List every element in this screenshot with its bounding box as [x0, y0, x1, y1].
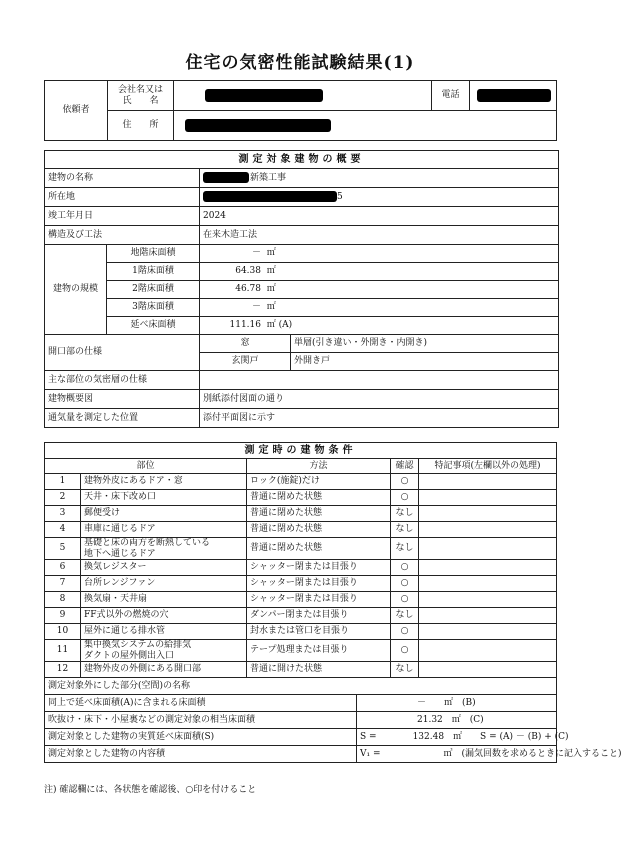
- requester-label: 依頼者: [45, 81, 108, 141]
- redaction-bar: [203, 172, 249, 183]
- row-number: 1: [45, 474, 81, 490]
- redaction-bar: [477, 89, 551, 102]
- row-number: 12: [45, 662, 81, 678]
- row-number: 7: [45, 576, 81, 592]
- address-value: [174, 111, 557, 141]
- location-value: 5: [200, 188, 559, 207]
- condition-row: [45, 592, 557, 608]
- condition-row: [45, 560, 557, 576]
- void-label: 吹抜け・床下・小屋裏などの測定対象の相当床面積: [45, 712, 357, 729]
- row-part: 集中換気システムの給排気 ダクトの屋外側出入口: [81, 640, 247, 662]
- row-method: ロック(施錠)だけ: [247, 474, 391, 490]
- row-number: 2: [45, 490, 81, 506]
- condition-row: [45, 608, 557, 624]
- floor-label: 2階床面積: [107, 281, 200, 299]
- row-method: 普通に閉めた状態: [247, 490, 391, 506]
- completion-label: 竣工年月日: [45, 207, 200, 226]
- company-value: [174, 81, 432, 111]
- structure-value: 在来木造工法: [200, 226, 559, 245]
- position-value: 添付平面図に示す: [200, 409, 559, 428]
- condition-row: [45, 490, 557, 506]
- row-part: 天井・床下改め口: [81, 490, 247, 506]
- row-check: なし: [391, 522, 419, 538]
- row-method: シャッター閉または目張り: [247, 592, 391, 608]
- row-part: 換気レジスター: [81, 560, 247, 576]
- opening-label: 窓: [200, 335, 291, 353]
- position-label: 通気量を測定した位置: [45, 409, 200, 428]
- actual-value: S = 132.48 ㎡ S = (A) － (B) + (C): [357, 729, 557, 746]
- building-name-label: 建物の名称: [45, 169, 200, 188]
- conditions-header: 測定時の建物条件: [45, 443, 557, 459]
- airtight-value: [200, 371, 559, 390]
- conditions-rows: [45, 474, 557, 678]
- condition-row: [45, 662, 557, 678]
- building-name-value: 新築工事: [200, 169, 559, 188]
- floor-value: － ㎡: [200, 245, 559, 263]
- row-check: ○: [391, 624, 419, 640]
- col-note: 特記事項(左欄以外の処理): [419, 459, 557, 474]
- floor-label: 3階床面積: [107, 299, 200, 317]
- overview-header: 測定対象建物の概要: [45, 151, 559, 169]
- row-part: 台所レンジファン: [81, 576, 247, 592]
- row-part: 建物外皮の外側にある開口部: [81, 662, 247, 678]
- redaction-bar: [203, 191, 337, 202]
- row-note: [419, 608, 557, 624]
- row-check: ○: [391, 474, 419, 490]
- row-part: 郵便受け: [81, 506, 247, 522]
- col-part: 部位: [45, 459, 247, 474]
- same-value: － ㎡ (B): [357, 695, 557, 712]
- row-method: 封水または管口を目張り: [247, 624, 391, 640]
- floor-label: 延べ床面積: [107, 317, 200, 335]
- condition-row: [45, 640, 557, 662]
- row-number: 8: [45, 592, 81, 608]
- row-check: ○: [391, 592, 419, 608]
- footnote: 注) 確認欄には、各状態を確認後、○印を付けること: [44, 785, 257, 795]
- condition-row: [45, 538, 557, 560]
- location-label: 所在地: [45, 188, 200, 207]
- row-note: [419, 662, 557, 678]
- row-number: 6: [45, 560, 81, 576]
- row-check: なし: [391, 506, 419, 522]
- phone-label: 電話: [432, 81, 470, 111]
- void-value: 21.32 ㎡ (C): [357, 712, 557, 729]
- col-method: 方法: [247, 459, 391, 474]
- condition-row: [45, 474, 557, 490]
- row-check: ○: [391, 576, 419, 592]
- completion-value: 2024: [200, 207, 559, 226]
- row-note: [419, 560, 557, 576]
- row-method: シャッター閉または目張り: [247, 576, 391, 592]
- overview-table: [44, 150, 559, 428]
- row-method: ダンパー閉または目張り: [247, 608, 391, 624]
- floor-value: 46.78 ㎡: [200, 281, 559, 299]
- openings-label: 開口部の仕様: [45, 335, 200, 371]
- row-note: [419, 640, 557, 662]
- row-check: ○: [391, 560, 419, 576]
- row-part: 建物外皮にあるドア・窓: [81, 474, 247, 490]
- row-part: 換気扇・天井扇: [81, 592, 247, 608]
- volume-value: V₁ = ㎥ (漏気回数を求めるときに記入すること): [357, 746, 557, 763]
- row-number: 4: [45, 522, 81, 538]
- row-note: [419, 522, 557, 538]
- condition-row: [45, 522, 557, 538]
- row-check: なし: [391, 662, 419, 678]
- excluded-label: 測定対象外にした部分(空間)の名称: [45, 678, 557, 695]
- row-check: ○: [391, 490, 419, 506]
- page-title: 住宅の気密性能試験結果(1): [185, 53, 415, 73]
- condition-row: [45, 506, 557, 522]
- row-method: 普通に閉めた状態: [247, 522, 391, 538]
- row-number: 9: [45, 608, 81, 624]
- row-method: シャッター閉または目張り: [247, 560, 391, 576]
- condition-row: [45, 624, 557, 640]
- row-note: [419, 506, 557, 522]
- row-part: 車庫に通じるドア: [81, 522, 247, 538]
- conditions-table: [44, 442, 622, 763]
- drawing-value: 別紙添付図面の通り: [200, 390, 559, 409]
- opening-value: 単層(引き違い・外開き・内開き): [291, 335, 559, 353]
- row-check: なし: [391, 538, 419, 560]
- opening-value: 外開き戸: [291, 353, 559, 371]
- floor-value: － ㎡: [200, 299, 559, 317]
- row-check: ○: [391, 640, 419, 662]
- row-method: 普通に閉めた状態: [247, 538, 391, 560]
- volume-label: 測定対象とした建物の内容積: [45, 746, 357, 763]
- row-part: FF式以外の燃焼の穴: [81, 608, 247, 624]
- condition-row: [45, 576, 557, 592]
- row-method: 普通に開けた状態: [247, 662, 391, 678]
- row-part: 基礎と床の両方を断熱している 地下へ通じるドア: [81, 538, 247, 560]
- row-note: [419, 538, 557, 560]
- row-check: なし: [391, 608, 419, 624]
- row-note: [419, 576, 557, 592]
- col-check: 確認: [391, 459, 419, 474]
- drawing-label: 建物概要図: [45, 390, 200, 409]
- floor-value: 64.38 ㎡: [200, 263, 559, 281]
- floor-label: 地階床面積: [107, 245, 200, 263]
- actual-label: 測定対象とした建物の実質延べ床面積(S): [45, 729, 357, 746]
- address-label: 住 所: [108, 111, 174, 141]
- structure-label: 構造及び工法: [45, 226, 200, 245]
- company-label: 会社名又は 氏 名: [108, 81, 174, 111]
- same-label: 同上で延べ床面積(A)に含まれる床面積: [45, 695, 357, 712]
- row-note: [419, 474, 557, 490]
- row-note: [419, 592, 557, 608]
- row-number: 10: [45, 624, 81, 640]
- requester-table: [44, 80, 557, 141]
- redaction-bar: [185, 119, 331, 132]
- row-number: 11: [45, 640, 81, 662]
- opening-label: 玄関戸: [200, 353, 291, 371]
- row-part: 屋外に通じる排水管: [81, 624, 247, 640]
- redaction-bar: [205, 89, 323, 102]
- row-number: 3: [45, 506, 81, 522]
- scale-label: 建物の規模: [45, 245, 107, 335]
- row-method: 普通に閉めた状態: [247, 506, 391, 522]
- floor-value: 111.16 ㎡ (A): [200, 317, 559, 335]
- row-note: [419, 490, 557, 506]
- row-method: テープ処理または目張り: [247, 640, 391, 662]
- phone-value: [470, 81, 557, 111]
- row-number: 5: [45, 538, 81, 560]
- row-note: [419, 624, 557, 640]
- airtight-label: 主な部位の気密層の仕様: [45, 371, 200, 390]
- floor-label: 1階床面積: [107, 263, 200, 281]
